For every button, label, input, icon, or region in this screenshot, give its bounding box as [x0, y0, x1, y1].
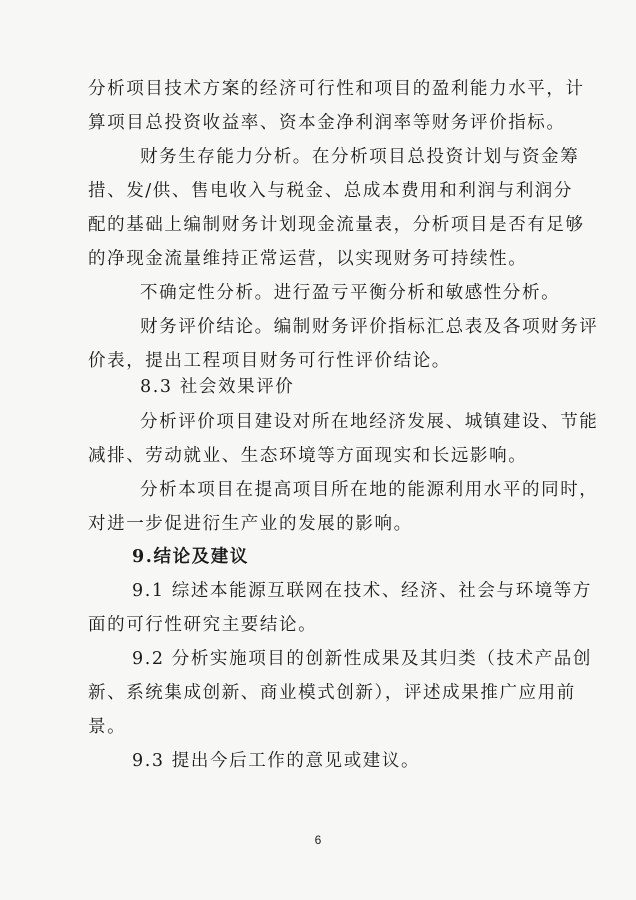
paragraph-energy-use: 分析本项目在提高项目所在地的能源利用水平的同时，: [140, 480, 599, 500]
paragraph-9-1: 9.1 综述本能源互联网在技术、经济、社会与环境等方: [132, 581, 592, 601]
body-line: 面的可行性研究主要结论。: [88, 615, 318, 635]
body-line: 配的基础上编制财务计划现金流量表，分析项目是否有足够: [88, 215, 585, 235]
paragraph-financial-survival: 财务生存能力分析。在分析项目总投资计划与资金筹: [140, 147, 580, 167]
paragraph-uncertainty: 不确定性分析。进行盈亏平衡分析和敏感性分析。: [140, 283, 561, 303]
section-heading-8-3: 8.3 社会效果评价: [140, 377, 295, 397]
body-line: 的净现金流量维持正常运营，以实现财务可持续性。: [88, 249, 528, 269]
paragraph-9-2: 9.2 分析实施项目的创新性成果及其归类（技术产品创: [132, 649, 592, 669]
paragraph-social-effect: 分析评价项目建设对所在地经济发展、城镇建设、节能: [140, 412, 599, 432]
body-line: 分析项目技术方案的经济可行性和项目的盈利能力水平，计: [88, 79, 585, 99]
page-number: 6: [314, 833, 322, 847]
body-line: 措、发/供、售电收入与税金、总成本费用和利润与利润分: [88, 181, 573, 201]
body-line: 价表，提出工程项目财务可行性评价结论。: [88, 351, 451, 371]
section-heading-9: 9.结论及建议: [132, 547, 249, 567]
paragraph-financial-conclusion: 财务评价结论。编制财务评价指标汇总表及各项财务评: [140, 317, 599, 337]
body-line: 算项目总投资收益率、资本金净利润率等财务评价指标。: [88, 113, 566, 133]
body-line: 对进一步促进衍生产业的发展的影响。: [88, 514, 413, 534]
paragraph-9-3: 9.3 提出今后工作的意见或建议。: [132, 751, 421, 771]
body-line: 景。: [88, 717, 127, 737]
body-line: 减排、劳动就业、生态环境等方面现实和长远影响。: [88, 446, 528, 466]
body-line: 新、系统集成创新、商业模式创新），评述成果推广应用前: [88, 683, 576, 703]
